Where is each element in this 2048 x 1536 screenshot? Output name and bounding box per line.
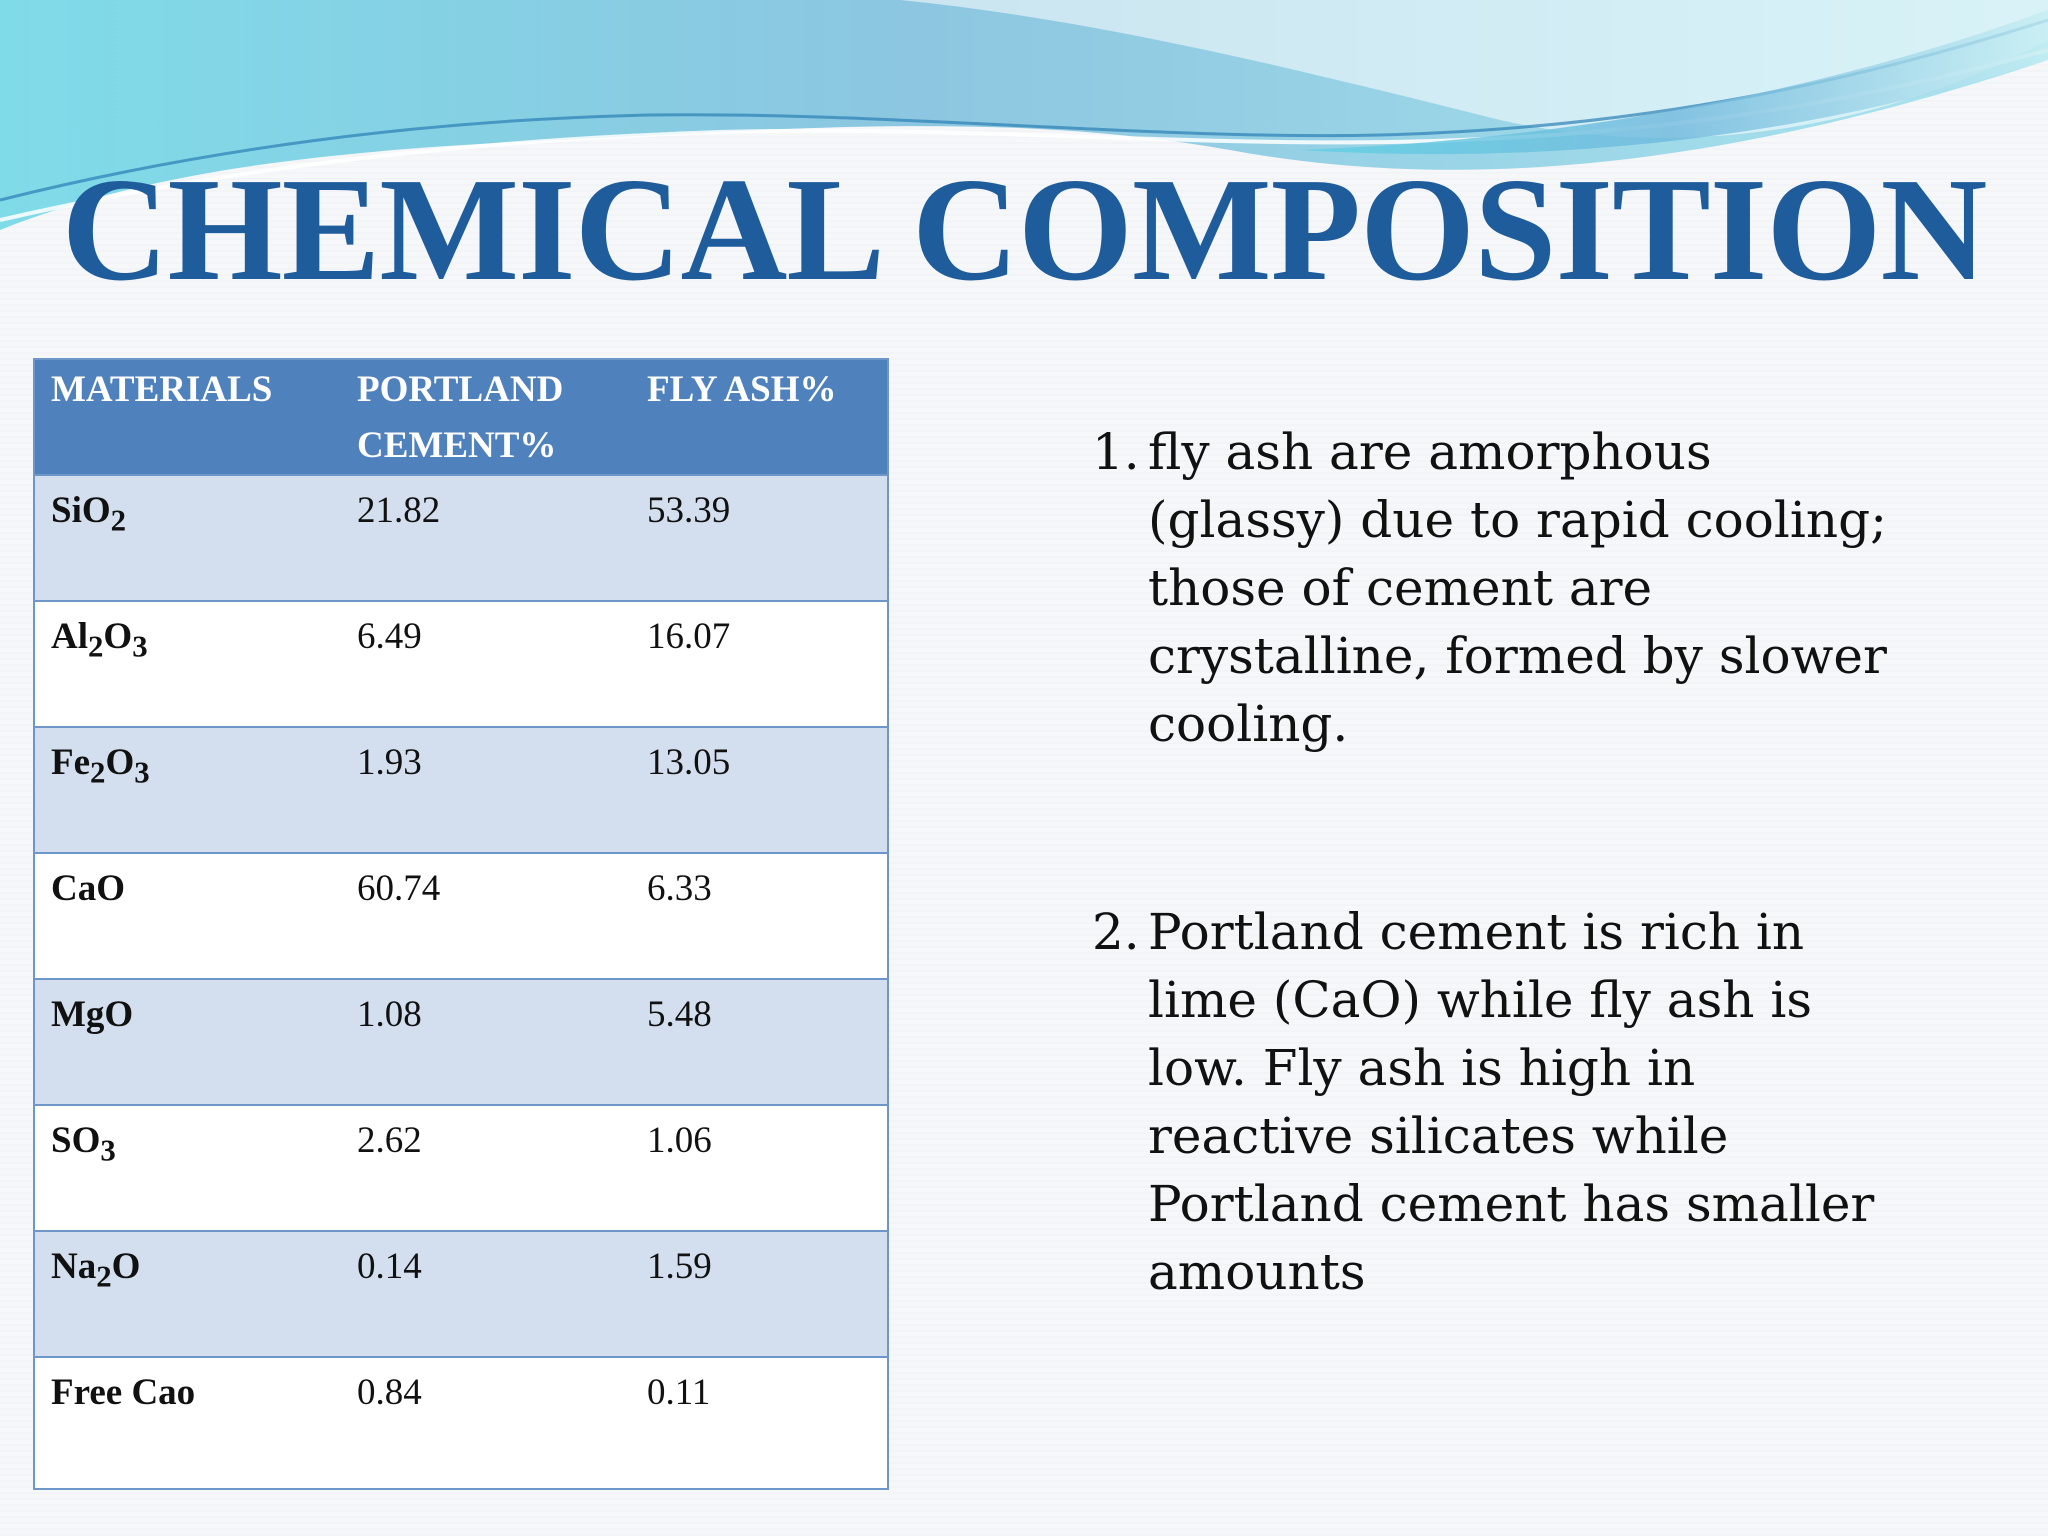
material-cell: CaO: [34, 853, 341, 979]
flyash-value: 6.33: [631, 853, 888, 979]
flyash-value: 13.05: [631, 727, 888, 853]
portland-value: 1.93: [341, 727, 631, 853]
flyash-value: 16.07: [631, 601, 888, 727]
material-cell: Free Cao: [34, 1357, 341, 1489]
note-number: 1.: [1092, 423, 1140, 481]
flyash-value: 1.59: [631, 1231, 888, 1357]
formula-label: $SO_3$: [51, 1120, 116, 1168]
list-item: [1092, 418, 1912, 758]
formula-label: $Fe_2O_3$: [51, 742, 150, 790]
portland-value: 2.62: [341, 1105, 631, 1231]
header-fly-ash: FLY ASH%: [631, 359, 888, 475]
table-header-row: [34, 359, 888, 475]
portland-value: 6.49: [341, 601, 631, 727]
table-row: [34, 1105, 888, 1231]
portland-value: 1.08: [341, 979, 631, 1105]
header-materials: MATERIALS: [34, 359, 341, 475]
table-row: [34, 727, 888, 853]
flyash-value: 0.11: [631, 1357, 888, 1489]
material-cell: [34, 601, 341, 727]
flyash-value: 5.48: [631, 979, 888, 1105]
table-row: [34, 979, 888, 1105]
table-row: [34, 601, 888, 727]
formula-label: $Na_2O$: [51, 1246, 141, 1294]
table-row: [34, 475, 888, 601]
slide-title: CHEMICAL COMPOSITION: [61, 148, 1987, 312]
note-text: Portland cement is rich in lime (CaO) while fly ash is low. Fly ash is high in reactive silicates while Portland cement has smaller amounts: [1148, 903, 1875, 1301]
table-row: [34, 1231, 888, 1357]
material-cell: [34, 1231, 341, 1357]
portland-value: 0.14: [341, 1231, 631, 1357]
header-portland-cement: PORTLAND CEMENT%: [341, 359, 631, 475]
material-cell: [34, 475, 341, 601]
flyash-value: 53.39: [631, 475, 888, 601]
material-cell: MgO: [34, 979, 341, 1105]
table-row: [34, 1357, 888, 1489]
portland-value: 60.74: [341, 853, 631, 979]
notes-list: [1092, 418, 1912, 1306]
flyash-value: 1.06: [631, 1105, 888, 1231]
formula-label: $Al_2O_3$: [51, 616, 148, 664]
portland-value: 21.82: [341, 475, 631, 601]
composition-table: [33, 358, 889, 1490]
table-row: [34, 853, 888, 979]
material-cell: [34, 727, 341, 853]
material-cell: [34, 1105, 341, 1231]
note-text: fly ash are amorphous (glassy) due to rapid cooling; those of cement are crystalline, formed by slower cooling.: [1148, 423, 1887, 753]
formula-label: SiO$_2$: [51, 490, 127, 538]
portland-value: 0.84: [341, 1357, 631, 1489]
note-number: 2.: [1092, 903, 1140, 961]
list-item: [1092, 898, 1912, 1306]
